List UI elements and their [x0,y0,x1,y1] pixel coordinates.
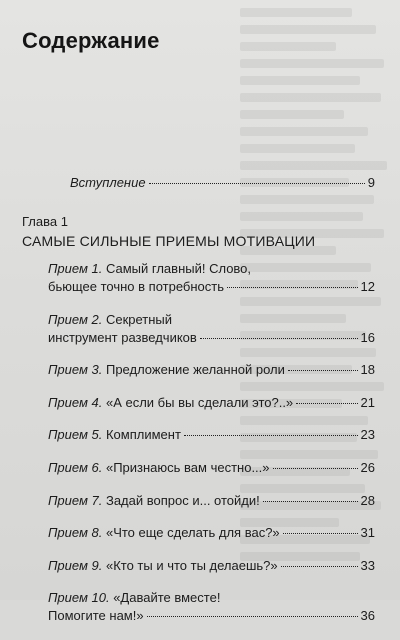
entry-prefix: Прием 5. [48,427,103,443]
entry-title: инструмент разведчиков [48,329,197,345]
entry-prefix: Прием 4. [48,394,103,410]
toc-entry-list [48,260,375,640]
entry-text [48,311,172,329]
page-number: 16 [360,329,375,345]
entry-text [48,278,224,296]
entry-line [48,394,375,412]
dot-leader [281,566,358,567]
entry-text [48,260,251,278]
page-number: 21 [360,394,375,410]
toc-title: Содержание [22,28,160,53]
entry-title: «Что еще сделать для вас?» [105,525,280,541]
entry-title: Самый главный! Слово, [105,261,252,276]
entry-line [48,589,375,607]
toc-entry-intro[interactable] [70,175,375,193]
entry-title: бьющее точно в потребность [48,279,224,294]
dot-leader [149,183,365,184]
entry-title: Секретный [105,311,173,327]
entry-line [48,607,375,625]
entry-line [48,329,375,347]
entry-text [48,557,278,575]
toc-entry[interactable] [48,589,375,625]
dot-leader [147,616,358,617]
page-number: 31 [360,525,375,541]
entry-prefix: Прием 1. [48,261,103,276]
dot-leader [288,370,358,371]
entry-line [48,311,375,329]
entry-line [48,426,375,444]
entry-title: «Давайте вместе! [113,590,221,606]
entry-line [48,459,375,477]
entry-title: Предложение желанной роли [105,362,285,378]
entry-prefix: Прием 7. [48,492,103,508]
dot-leader [184,435,358,436]
chapter-label: Глава 1 [22,214,68,229]
toc-entry[interactable] [48,492,375,510]
entry-text [48,329,197,347]
entry-text [48,524,280,542]
entry-text [48,426,181,444]
entry-prefix: Прием 8. [48,525,103,541]
page-number: 33 [360,557,375,573]
entry-text [48,459,270,477]
page-number: 26 [360,459,375,475]
dot-leader [263,501,358,502]
page-number: 12 [360,279,375,294]
entry-line [48,361,375,379]
toc-entry[interactable] [48,361,375,379]
toc-entry[interactable] [48,524,375,542]
entry-text [48,361,285,379]
entry-prefix: Прием 3. [48,362,103,378]
entry-title: Задай вопрос и... отойди! [105,492,260,508]
entry-prefix: Прием 10. [48,590,110,606]
toc-entry[interactable] [48,426,375,444]
toc-entry[interactable] [48,557,375,575]
entry-line [48,278,375,296]
entry-title: «Признаюсь вам честно...» [105,459,270,475]
entry-prefix: Прием 2. [48,311,103,327]
entry-line [48,492,375,510]
chapter-title: САМЫЕ СИЛЬНЫЕ ПРИЕМЫ МОТИВАЦИИ [22,233,316,249]
toc-entry[interactable] [48,394,375,412]
entry-text [48,492,260,510]
entry-line [48,557,375,575]
entry-line [48,260,375,278]
entry-prefix: Прием 6. [48,459,103,475]
entry-text [48,394,293,412]
entry-title: Помогите нам!» [48,608,144,624]
page-number: 9 [367,175,375,190]
page-number: 18 [360,362,375,378]
entry-text [48,607,144,625]
entry-text [48,589,220,607]
page-number: 36 [360,608,375,624]
toc-entry[interactable] [48,459,375,477]
page-number: 23 [360,427,375,443]
entry-title: «А если бы вы сделали это?..» [105,394,294,410]
dot-leader [273,468,358,469]
dot-leader [283,533,358,534]
toc-entry[interactable] [48,311,375,347]
entry-line [48,524,375,542]
entry-prefix: Прием 9. [48,557,103,573]
entry-title: Комплимент [105,427,181,443]
entry-label: Вступление [70,175,146,190]
dot-leader [200,338,358,339]
dot-leader [296,403,357,404]
toc-entry[interactable] [48,260,375,296]
page-number: 28 [360,492,375,508]
entry-title: «Кто ты и что ты делаешь?» [105,557,278,573]
dot-leader [227,287,358,288]
